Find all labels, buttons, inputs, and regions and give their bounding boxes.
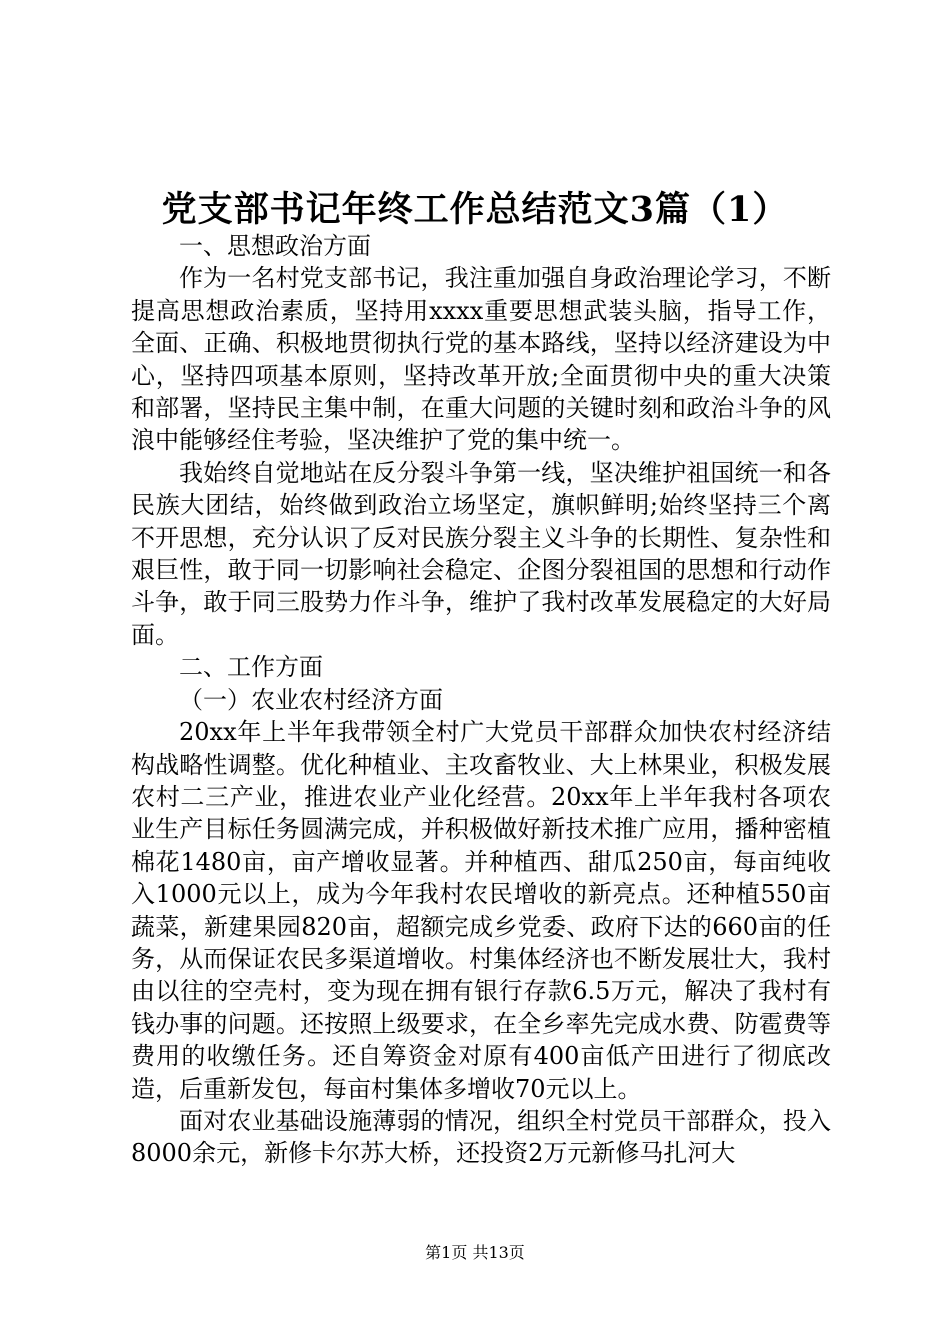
document-title: 党支部书记年终工作总结范文3篇（1） — [161, 189, 789, 230]
section-heading-work: 二、工作方面 — [179, 653, 323, 682]
paragraph-agriculture-results: 20xx年上半年我带领全村广大党员干部群众加快农村经济结构战略性调整。优化种植业、主攻畜牧业、大上林果业，积极发展农村二三产业，推进农业产业化经营。20xx年上半年我村各项农业生产目标任务圆满完成，并积极做好新技术推广应用，播种密植棉花1480亩，亩产增收显著。并种植西、甜瓜250亩，每亩纯收入1000元以上，成为今年我村农民增收的新亮点。还种植550亩蔬菜，新建果园820亩，超额完成乡党委、政府下达的660亩的任务，从而保证农民多渠道增收。村集体经济也不断发展壮大，我村由以往的空壳村，变为现在拥有银行存款6.5万元，解决了我村有钱办事的问题。还按照上级要求，在全乡率先完成水费、防雹费等费用的收缴任务。还自筹资金对原有400亩低产田进行了彻底改造，后重新发包，每亩村集体多增收70元以上。 — [131, 718, 831, 1103]
paragraph-anti-separatism: 我始终自觉地站在反分裂斗争第一线，坚决维护祖国统一和各民族大团结，始终做到政治立场坚定，旗帜鲜明;始终坚持三个离不开思想，充分认识了反对民族分裂主义斗争的长期性、复杂性和艰巨性，敢于同一切影响社会稳定、企图分裂祖国的思想和行动作斗争，敢于同三股势力作斗争，维护了我村改革发展稳定的大好局面。 — [131, 458, 831, 649]
section-heading-ideology: 一、思想政治方面 — [179, 232, 371, 260]
document-body — [131, 230, 831, 1170]
paragraph-political-study: 作为一名村党支部书记，我注重加强自身政治理论学习，不断提高思想政治素质，坚持用xxxx重要思想武装头脑，指导工作，全面、正确、积极地贯彻执行党的基本路线，坚持以经济建设为中心，坚持四项基本原则，坚持改革开放;全面贯彻中央的重大决策和部署，坚持民主集中制，在重大问题的关键时刻和政治斗争的风浪中能够经住考验，坚决维护了党的集中统一。 — [131, 264, 831, 455]
paragraph-infrastructure: 面对农业基础设施薄弱的情况，组织全村党员干部群众，投入8000余元，新修卡尔苏大桥，还投资2万元新修马扎河大 — [131, 1106, 831, 1168]
page-footer: 第1页 共13页 — [425, 1243, 525, 1262]
subsection-heading-agriculture: （一）农业农村经济方面 — [179, 685, 443, 714]
